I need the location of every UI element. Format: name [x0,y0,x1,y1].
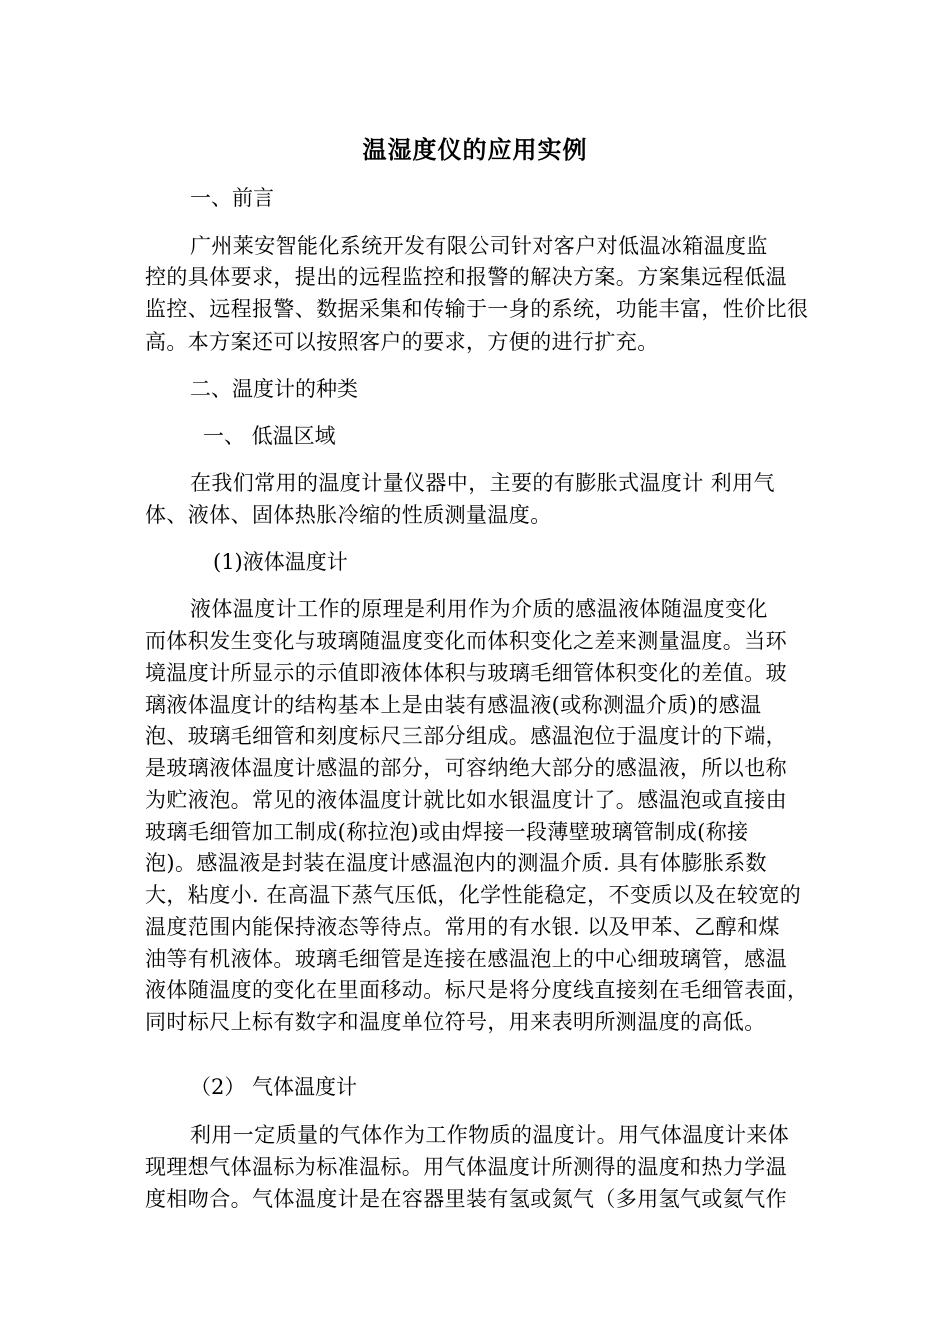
paragraph-line: 液体温度计工作的原理是利用作为介质的感温液体随温度变化 [190,597,768,621]
paragraph-line: 为贮液泡。常见的液体温度计就比如水银温度计了。感温泡或直接由 [145,788,787,812]
paragraph-line: 泡、玻璃毛细管和刻度标尺三部分组成。感温泡位于温度计的下端， [145,724,787,748]
paragraph-line: 而体积发生变化与玻璃随温度变化而体积变化之差来测量温度。当环 [145,629,787,653]
paragraph-line: 体、液体、固体热胀冷缩的性质测量温度。 [145,503,552,527]
paragraph-line: 境温度计所显示的示值即液体体积与玻璃毛细管体积变化的差值。玻 [145,661,787,685]
paragraph-line: 璃液体温度计的结构基本上是由装有感温液(或称测温介质)的感温 [145,693,762,717]
paragraph-line: 液体随温度的变化在里面移动。标尺是将分度线直接刻在毛细管表面， [145,978,809,1002]
subheading-low-temp: 一、 低温区域 [203,424,336,448]
paragraph-line: 玻璃毛细管加工制成(称拉泡)或由焊接一段薄壁玻璃管制成(称接 [145,820,749,844]
paragraph-line: 大，粘度小. 在高温下蒸气压低，化学性能稳定，不变质以及在较宽的 [145,883,802,907]
paragraph-line: 油等有机液体。玻璃毛细管是连接在感温泡上的中心细玻璃管，感温 [145,947,787,971]
paragraph-line: 泡)。感温液是封装在温度计感温泡内的测温介质. 具有体膨胀系数 [145,851,767,875]
paragraph-line: 监控、远程报警、数据采集和传输于一身的系统，功能丰富，性价比很 [145,297,809,321]
subheading-gas-thermometer: （2） 气体温度计 [190,1075,358,1099]
paragraph-line: 控的具体要求，提出的远程监控和报警的解决方案。方案集远程低温 [145,265,787,289]
heading-preface: 一、前言 [190,186,274,210]
paragraph-line: 在我们常用的温度计量仪器中，主要的有膨胀式温度计 利用气 [190,471,775,495]
document-title: 温湿度仪的应用实例 [362,135,588,164]
paragraph-line: 是玻璃液体温度计感温的部分，可容纳绝大部分的感温液，所以也称 [145,756,787,780]
paragraph-line: 利用一定质量的气体作为工作物质的温度计。用气体温度计来体 [190,1123,790,1147]
paragraph-line: 广州莱安智能化系统开发有限公司针对客户对低温冰箱温度监 [190,234,768,258]
heading-thermometer-types: 二、温度计的种类 [190,377,358,401]
paragraph-line: 同时标尺上标有数字和温度单位符号，用来表明所测温度的高低。 [145,1010,766,1034]
paragraph-line: 度相吻合。气体温度计是在容器里装有氢或氮气（多用氢气或氦气作 [145,1187,787,1211]
subheading-liquid-thermometer: (1)液体温度计 [213,550,348,574]
paragraph-line: 温度范围内能保持液态等待点。常用的有水银. 以及甲苯、乙醇和煤 [145,915,780,939]
paragraph-line: 现理想气体温标为标准温标。用气体温度计所测得的温度和热力学温 [145,1155,787,1179]
paragraph-line: 高。本方案还可以按照客户的要求，方便的进行扩充。 [145,330,659,354]
